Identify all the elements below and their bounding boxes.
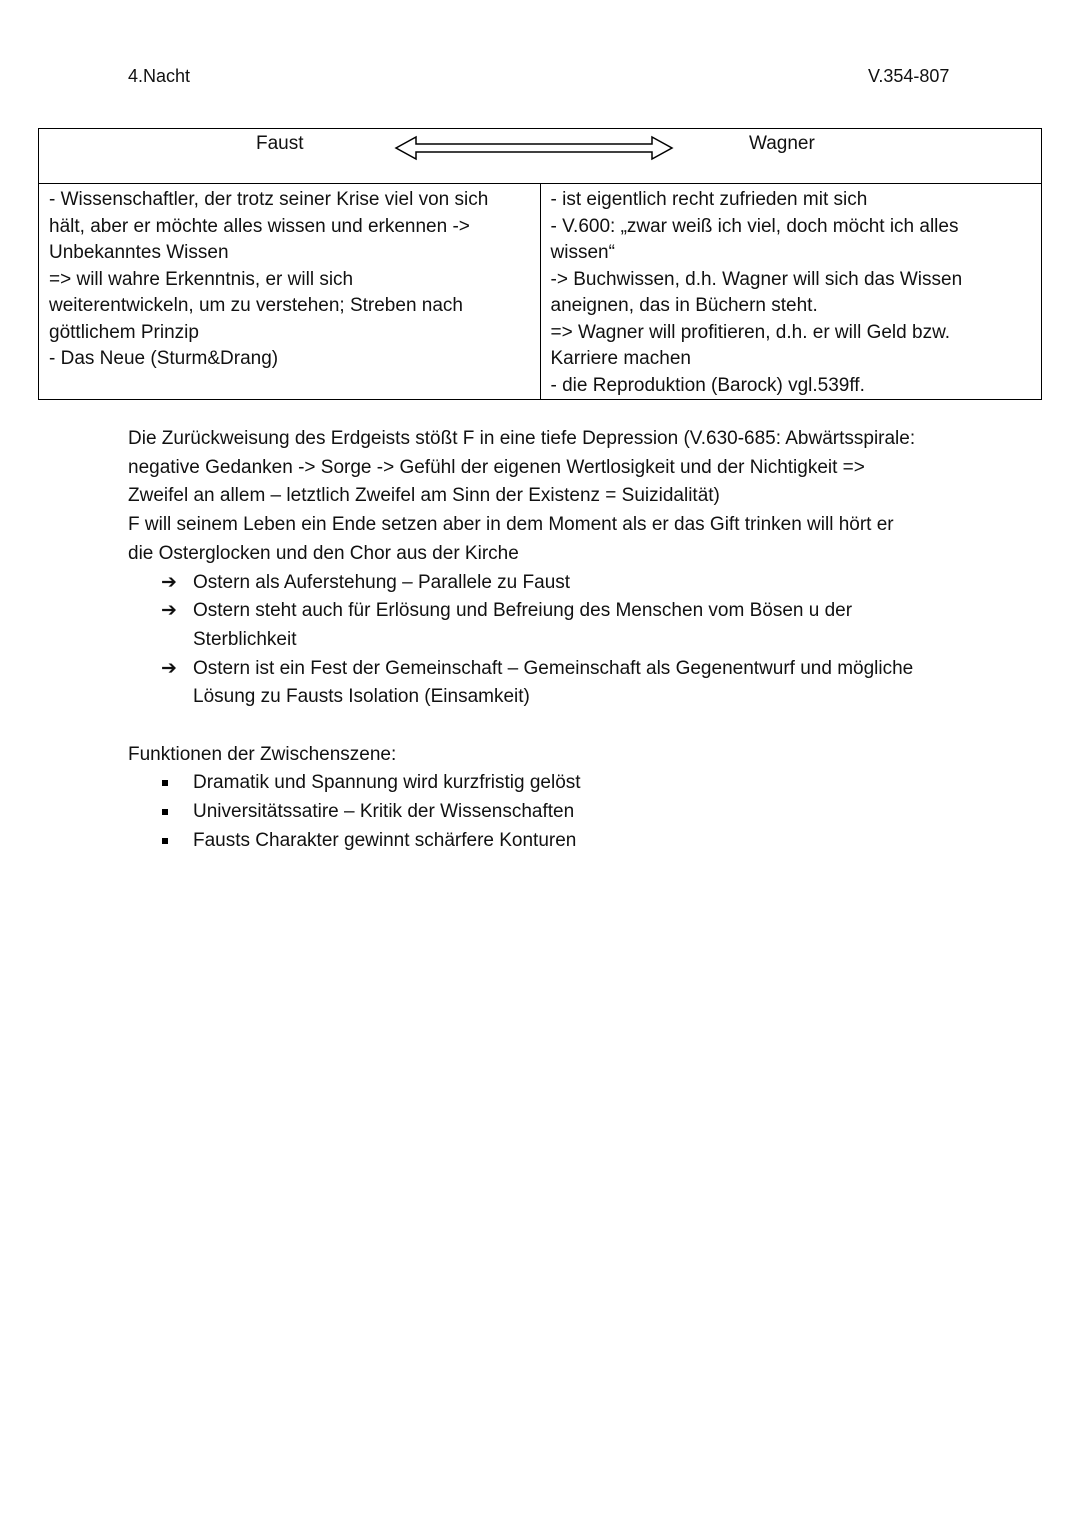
- wagner-description-cell: [540, 184, 1042, 400]
- wagner-line: - V.600: „zwar weiß ich viel, doch möcht ich alles: [550, 215, 959, 237]
- paragraph-line: Die Zurückweisung des Erdgeists stößt F in eine tiefe Depression (V.630-685: Abwärtsspirale:: [128, 428, 916, 449]
- functions-item-text: Dramatik und Spannung wird kurzfristig gelöst: [193, 772, 581, 794]
- faust-line: göttlichem Prinzip: [49, 321, 199, 343]
- wagner-line: Karriere machen: [550, 348, 691, 369]
- functions-title: Funktionen der Zwischenszene:: [128, 743, 397, 765]
- right-arrow-icon: ➔: [161, 600, 177, 622]
- notes-body: [128, 425, 968, 856]
- arrow-item-line: Ostern ist ein Fest der Gemeinschaft – Gemeinschaft als Gegenentwurf und mögliche: [193, 657, 914, 679]
- arrow-list-item: [128, 597, 968, 654]
- square-bullet-icon: [162, 838, 168, 844]
- page-header-left: 4.Nacht: [128, 66, 191, 86]
- paragraph-line: F will seinem Leben ein Ende setzen aber in dem Moment als er das Gift trinken will hört er: [128, 514, 894, 536]
- faust-line: - Das Neue (Sturm&Drang): [49, 348, 279, 369]
- wagner-line: aneignen, das in Büchern steht.: [550, 295, 818, 316]
- wagner-line: => Wagner will profitieren, d.h. er will Geld bzw.: [550, 321, 951, 343]
- square-bullet-icon: [162, 780, 168, 786]
- faust-line: => will wahre Erkenntnis, er will sich: [49, 268, 354, 290]
- functions-item-text: Universitätssatire – Kritik der Wissenschaften: [193, 801, 575, 823]
- right-arrow-icon: ➔: [161, 571, 177, 593]
- wagner-line: -> Buchwissen, d.h. Wagner will sich das Wissen: [550, 268, 963, 290]
- right-arrow-icon: ➔: [161, 657, 177, 679]
- arrow-item-line: Ostern als Auferstehung – Parallele zu Faust: [193, 571, 571, 593]
- faust-line: - Wissenschaftler, der trotz seiner Krise viel von sich: [49, 189, 489, 210]
- comparison-table: [38, 128, 1042, 400]
- arrow-item-line: Ostern steht auch für Erlösung und Befreiung des Menschen vom Bösen u der: [193, 600, 853, 622]
- arrow-list-item: [128, 569, 968, 598]
- spacer: [128, 712, 968, 741]
- double-arrow-icon: [394, 134, 674, 162]
- paragraph-line: die Osterglocken und den Chor aus der Kirche: [128, 542, 519, 564]
- arrow-list-item: [128, 655, 968, 712]
- wagner-line: - ist eigentlich recht zufrieden mit sich: [550, 189, 868, 210]
- paragraph-line: Zweifel an allem – letztlich Zweifel am Sinn der Existenz = Suizidalität): [128, 485, 720, 507]
- arrow-item-line: Sterblichkeit: [193, 628, 297, 650]
- arrow-item-line: Lösung zu Fausts Isolation (Einsamkeit): [193, 686, 530, 708]
- faust-line: hält, aber er möchte alles wissen und erkennen ->: [49, 215, 470, 237]
- faust-line: Unbekanntes Wissen: [49, 242, 229, 263]
- functions-list-item: [128, 769, 968, 798]
- functions-list-item: [128, 827, 968, 856]
- faust-line: weiterentwickeln, um zu verstehen; Streben nach: [49, 295, 463, 316]
- faust-description-cell: [39, 184, 541, 400]
- wagner-column-title: Wagner: [749, 133, 815, 154]
- paragraph-line: negative Gedanken -> Sorge -> Gefühl der eigenen Wertlosigkeit und der Nichtigkeit =>: [128, 456, 865, 478]
- functions-list: [128, 769, 968, 855]
- faust-column-title: Faust: [256, 133, 304, 154]
- wagner-line: - die Reproduktion (Barock) vgl.539ff.: [550, 374, 865, 396]
- square-bullet-icon: [162, 809, 168, 815]
- table-header-row: [39, 129, 1042, 184]
- depression-paragraph: [128, 425, 968, 569]
- wagner-line: wissen“: [550, 242, 615, 263]
- page-header-right: V.354-807: [868, 66, 950, 86]
- functions-list-item: [128, 798, 968, 827]
- easter-arrow-list: [128, 569, 968, 713]
- functions-item-text: Fausts Charakter gewinnt schärfere Konturen: [193, 829, 577, 851]
